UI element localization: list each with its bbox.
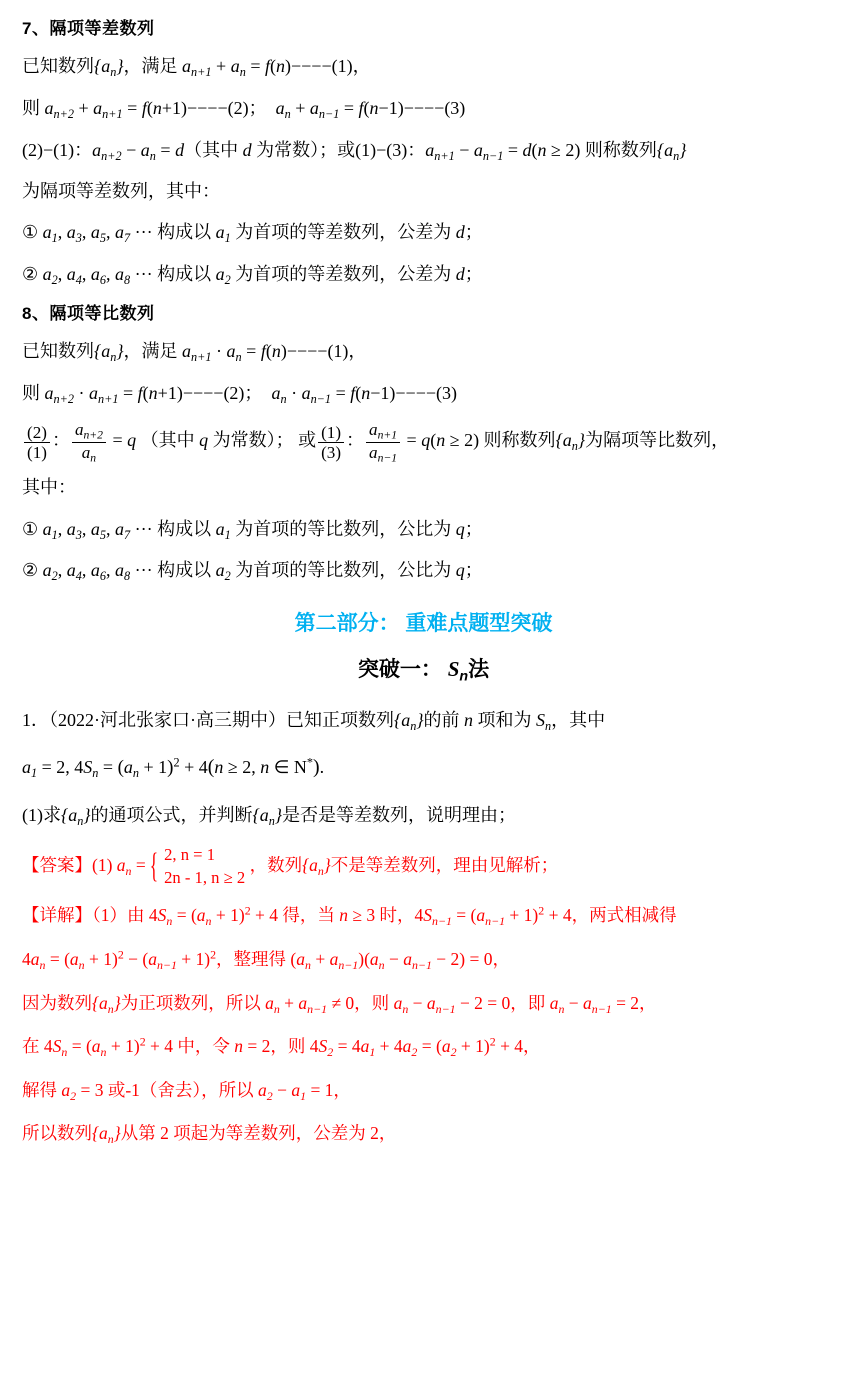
section-heading-8: 8、隔项等比数列 <box>22 303 155 323</box>
part-two-title: 第二部分： 重难点题型突破 <box>294 612 553 636</box>
problem-question-1: (1)求$\{a_n\}$的通项公式，并判断$\{a_n\}$是否是等差数列，说明理由； <box>22 804 517 828</box>
s7-line-2: 则 $a_{n+2} + a_{n+1} = f(n+1)----(2)$； $a_n + a_{n-1} = f(n-1)----(3)$ <box>22 97 466 121</box>
s8-line-4: 其中： <box>22 477 76 498</box>
breakthrough-math-S: S <box>447 657 460 682</box>
fraction-2-over-1: $\frac{(2)}{(1)}$ <box>24 423 50 462</box>
piecewise-brace <box>150 844 245 889</box>
answer-label: 【答案】 <box>22 854 92 875</box>
breakthrough-label: 突破一： <box>357 658 442 682</box>
fraction-1-over-3: $\frac{(1)}{(3)}$ <box>318 423 344 462</box>
breakthrough-suffix: 法 <box>468 658 490 682</box>
s8-line-1: 已知数列$\{a_n\}$，满足 $a_{n+1} \cdot a_n = f(n)----(1)$， <box>22 340 367 364</box>
problem-stem: 1．（2022·河北张家口·高三期中）已知正项数列$\{a_n\}$的前 n 项和为 $S_n$，其中 <box>22 709 606 733</box>
answer-part-label: (1) <box>92 854 113 875</box>
s7-line-1: 已知数列$\{a_n\}$，满足 $a_{n+1} + a_n = f(n)----(1)$， <box>22 56 371 79</box>
s7-line-3: (2)−(1)：$a_{n+2} - a_n = d$（其中 d 为常数）；或(1)−(3)：$a_{n+1} - a_{n-1} = d(n \ge 2)$ 则称数列$\{a_n\}$ <box>22 139 687 163</box>
s8-line-3: $\frac{(2)}{(1)}$ ： $\frac{a_{n+2}}{a_n}$ = q （其中 q 为常数）； 或 $\frac{(1)}{(3)}$ ： $\frac{a_{n+1}}{a_{n-1}}$ = q(n ≥ 2) 则称数列$\{a_n\}$为隔项等比数列， <box>22 417 829 464</box>
s8-line-5: ① $a_1$, $a_3$, $a_5$, $a_7$ ··· 构成以 $a_1$ 为首项的等比数列，公比为 q； <box>22 518 483 542</box>
problem-condition: $a_1 = 2$, $4S_n = (a_n + 1)^2 + 4(n \ge 2$, n ∈ N*). <box>22 755 325 781</box>
s7-line-6: ② $a_2$, $a_4$, $a_6$, $a_8$ ··· 构成以 $a_2$ 为首项的等差数列，公差为 d； <box>22 264 483 287</box>
solution-line-1: 【详解】（1）由 $4S_n = (a_n + 1)^2 + 4$ 得，当 n ≥ 3 时，$4S_{n-1} = (a_{n-1} + 1)^2 + 4$，两式相减得 <box>22 903 677 929</box>
problem-source: （2022·河北张家口·高三期中） <box>49 709 286 730</box>
answer-line: 【答案】(1) $a_n$ = { 2, n = 1 2n - 1, n ≥ 2 ，数列$\{a_n\}$不是等差数列，理由见解析； <box>22 840 829 891</box>
s7-line-5: ① $a_1$, $a_3$, $a_5$, $a_7$ ··· 构成以 $a_1$ 为首项的等差数列，公差为 d； <box>22 222 483 246</box>
fraction-an1-over-anm1: $\frac{a_{n+1}}{a_{n-1}}$ <box>366 420 400 464</box>
solution-line-5: 解得 $a_2 = 3$ 或-1（舍去），所以 $a_2 - a_1 = 1$， <box>22 1079 351 1103</box>
s8-line-6: ② $a_2$, $a_4$, $a_6$, $a_8$ ··· 构成以 $a_2$ 为首项的等比数列，公比为 q； <box>22 560 483 584</box>
piecewise-case-2: 2n - 1, n ≥ 2 <box>164 867 246 887</box>
solution-line-3: 因为数列$\{a_n\}$为正项数列，所以 $a_n + a_{n-1} \ne 0$，则 $a_n - a_{n-1} - 2 = 0$，即 $a_n - a_{n-1} = 2$， <box>22 992 657 1016</box>
solution-label: 【详解】 <box>22 905 92 926</box>
s8-line-2: 则 $a_{n+2} \cdot a_{n+1} = f(n+1)----(2)$； $a_n \cdot a_{n-1} = f(n-1)----(3)$ <box>22 382 457 406</box>
section-heading-7: 7、隔项等差数列 <box>22 19 155 38</box>
problem-number: 1． <box>22 709 49 730</box>
breakthrough-math-sub: n <box>459 668 469 685</box>
s7-line-4: 为隔项等差数列，其中： <box>22 181 220 202</box>
solution-line-6: 所以数列$\{a_n\}$从第 2 项起为等差数列，公差为 2， <box>22 1123 397 1147</box>
fraction-an2-over-an: $\frac{a_{n+2}}{a_n}$ <box>72 420 106 464</box>
solution-line-2: $4a_n = (a_n + 1)^2 - (a_{n-1} + 1)^2$，整理得 $(a_n + a_{n-1})(a_n - a_{n-1} - 2) = 0$， <box>22 947 510 972</box>
solution-line-4: 在 $4S_n = (a_n + 1)^2 + 4$ 中，令 n = 2，则 $4S_2 = 4a_1 + 4a_2 = (a_2 + 1)^2 + 4$， <box>22 1034 541 1059</box>
breakthrough-one-title <box>18 653 829 685</box>
piecewise-case-1: { 2, n = 1 <box>164 845 215 865</box>
